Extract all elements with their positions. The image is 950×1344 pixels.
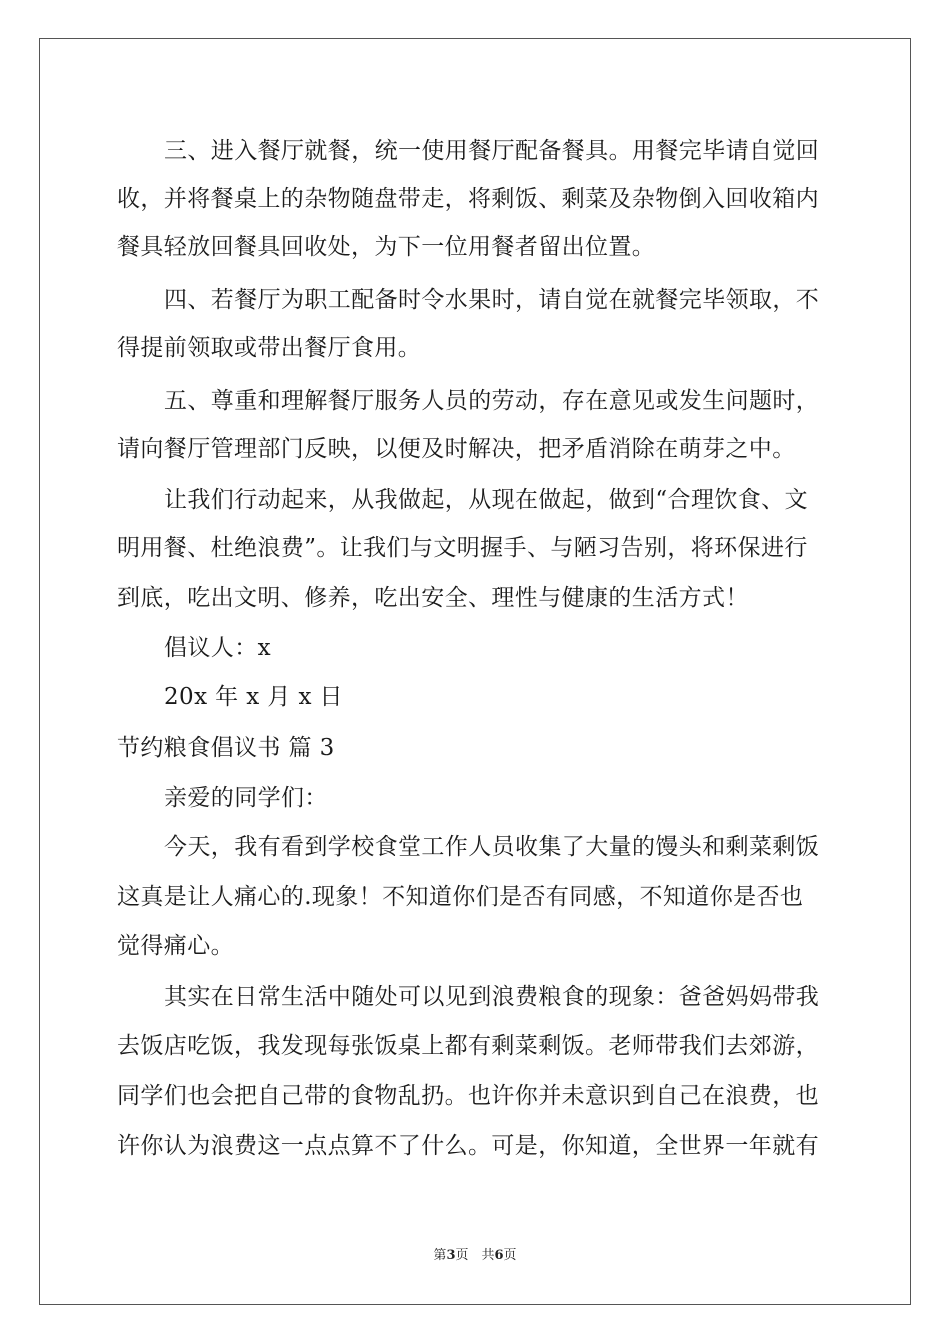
paragraph-line: 得提前领取或带出餐厅食用。	[117, 335, 422, 361]
paragraph-line: 许你认为浪费这一点点算不了什么。可是，你知道，全世界一年就有	[117, 1133, 819, 1159]
paragraph-line: 同学们也会把自己带的食物乱扔。也许你并未意识到自己在浪费，也	[117, 1083, 819, 1109]
footer-mid: 页 共	[455, 1248, 495, 1263]
proposer-line: 倡议人：x	[164, 635, 271, 661]
paragraph-line: 三、进入餐厅就餐，统一使用餐厅配备餐具。用餐完毕请自觉回	[164, 138, 820, 164]
date-line: 20x 年 x 月 x 日	[164, 684, 343, 710]
salutation: 亲爱的同学们：	[164, 785, 328, 811]
page-border	[39, 38, 911, 1305]
total-page-number: 6	[494, 1248, 504, 1263]
paragraph-line: 收，并将餐桌上的杂物随盘带走，将剩饭、剩菜及杂物倒入回收箱内	[117, 186, 819, 212]
paragraph-line: 让我们行动起来，从我做起，从现在做起，做到“合理饮食、文	[164, 487, 808, 513]
paragraph-line: 觉得痛心。	[117, 933, 234, 959]
current-page-number: 3	[446, 1248, 456, 1263]
paragraph-line: 明用餐、杜绝浪费”。让我们与文明握手、与陋习告别，将环保进行	[117, 535, 808, 561]
paragraph-line: 五、尊重和理解餐厅服务人员的劳动，存在意见或发生问题时，	[164, 388, 820, 414]
paragraph-line: 四、若餐厅为职工配备时令水果时，请自觉在就餐完毕领取，不	[164, 287, 820, 313]
paragraph-line: 这真是让人痛心的.现象！不知道你们是否有同感，不知道你是否也	[117, 884, 804, 910]
footer-prefix: 第	[433, 1248, 447, 1263]
paragraph-line: 请向餐厅管理部门反映，以便及时解决，把矛盾消除在萌芽之中。	[117, 436, 796, 462]
section-heading: 节约粮食倡议书 篇 3	[117, 735, 335, 761]
paragraph-line: 其实在日常生活中随处可以见到浪费粮食的现象：爸爸妈妈带我	[164, 984, 820, 1010]
paragraph-line: 餐具轻放回餐具回收处，为下一位用餐者留出位置。	[117, 234, 656, 260]
footer-suffix: 页	[503, 1248, 517, 1263]
page-number-footer	[0, 1247, 950, 1265]
paragraph-line: 去饭店吃饭，我发现每张饭桌上都有剩菜剩饭。老师带我们去郊游，	[117, 1033, 819, 1059]
paragraph-line: 到底，吃出文明、修养，吃出安全、理性与健康的生活方式！	[117, 585, 749, 611]
paragraph-line: 今天，我有看到学校食堂工作人员收集了大量的馒头和剩菜剩饭	[164, 834, 820, 860]
